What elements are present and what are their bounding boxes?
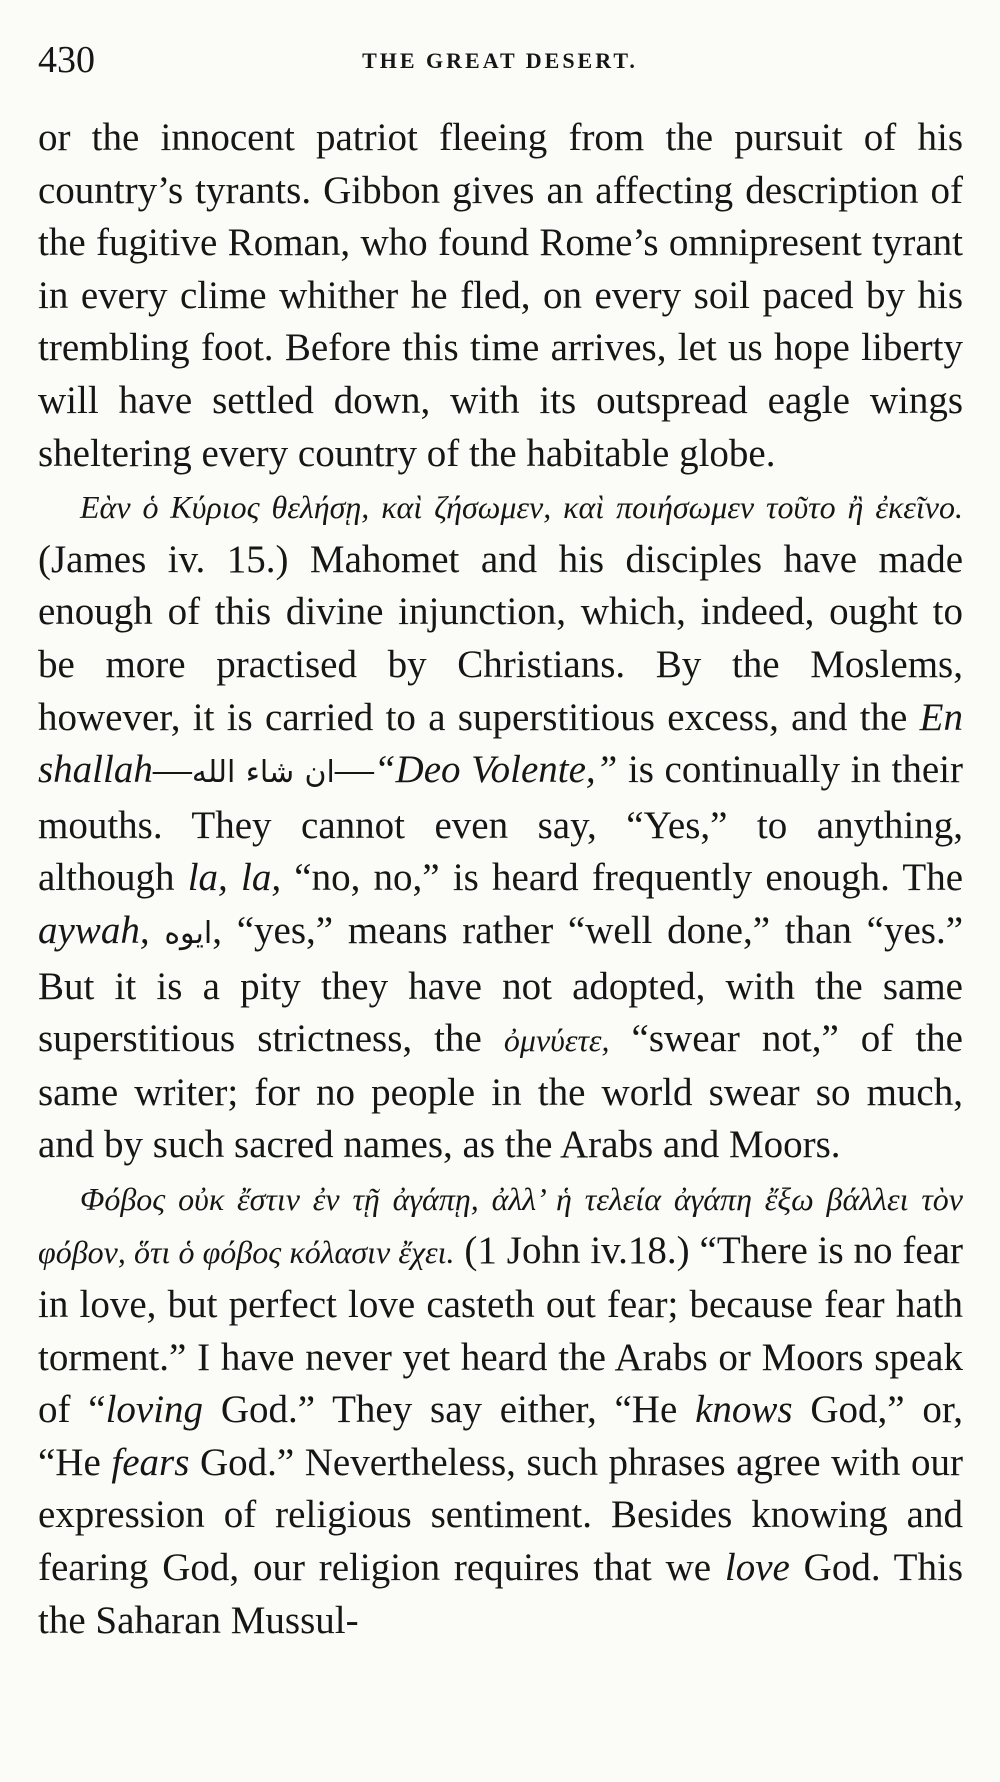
- text-run: —: [152, 748, 192, 792]
- italic-phrase: En shallah: [38, 695, 963, 792]
- greek-quotation: Φόβος οὐκ ἔστιν ἐν τῇ ἀγάπῃ, ἀλλ’ ἡ τελεία ἀγάπη ἔξω βάλλει τὸν φόβον, ὅτι ὁ φόβος κόλασιν ἔχει.: [38, 1180, 963, 1271]
- text-run: God.” Nevertheless, such phrases agree with our expression of religious sentiment. Besides knowing and fearing God, our religion requires that we: [38, 1440, 963, 1590]
- italic-phrase: loving: [105, 1388, 204, 1432]
- page-number: 430: [38, 39, 95, 81]
- greek-word: ὀμνύετε,: [503, 1022, 610, 1059]
- italic-phrase: knows: [695, 1388, 793, 1432]
- text-run: —: [334, 748, 374, 792]
- text-run: is continually in their mouths. They cannot even say, “Yes,” to anything, although: [38, 748, 963, 900]
- paragraph-1: or the innocent patriot fleeing from the pursuit of his country’s tyrants. Gibbon gives an affecting description of the fugitive Roman, who found Rome’s omnipresent tyrant in every clime whither he fled, on every soil paced by his trembling foot. Before this time arrives, let us hope liberty will have settled down, with its outspread eagle wings sheltering every country of the habitable globe.: [38, 116, 963, 475]
- paragraph-2: [38, 480, 963, 1172]
- text-run: “swear not,” of the same writer; for no people in the world swear so much, and by such sacred names, as the Arabs and Moors.: [38, 1017, 963, 1167]
- text-run: , “yes,” means rather “well done,” than “yes.” But it is a pity they have not adopted, with the same superstitious strictness, the: [38, 908, 964, 1061]
- italic-phrase: la, la,: [187, 856, 282, 900]
- italic-phrase: love: [724, 1546, 790, 1590]
- arabic-phrase: ان شاء الله: [191, 755, 335, 791]
- text-run: God,” or, “He: [38, 1388, 963, 1484]
- text-run: God. This the Saharan Mussul-: [38, 1546, 964, 1642]
- text-run: “no, no,” is heard frequently enough. The: [281, 856, 964, 900]
- text-run: (James iv. 15.) Mahomet and his disciples have made enough of this divine injunction, which, indeed, ought to be more practised by Christians. By the Moslems, however, it is carried to a superstitious excess, and the: [38, 537, 963, 739]
- text-run: God.” They say either, “He: [203, 1388, 696, 1432]
- text-run: (1 John iv.18.) “There is no fear in love, but perfect love casteth out fear; because fear hath torment.” I have never yet heard the Arabs or Moors speak of “: [38, 1229, 964, 1432]
- page-header: [38, 38, 962, 88]
- running-title: THE GREAT DESERT.: [362, 48, 638, 73]
- italic-phrase: aywah,: [38, 908, 150, 952]
- body-text: [38, 112, 963, 1647]
- paragraph-3: [38, 1172, 963, 1647]
- italic-phrase: “Deo Volente,”: [373, 748, 618, 792]
- greek-quotation: Εὰν ὁ Κύριος θελήσῃ, καὶ ζήσωμεν, καὶ ποιήσωμεν τοῦτο ἢ ἐκεῖνο.: [80, 489, 963, 526]
- arabic-word: ايوه: [164, 915, 213, 951]
- text-run: [150, 909, 165, 952]
- italic-phrase: fears: [111, 1440, 190, 1484]
